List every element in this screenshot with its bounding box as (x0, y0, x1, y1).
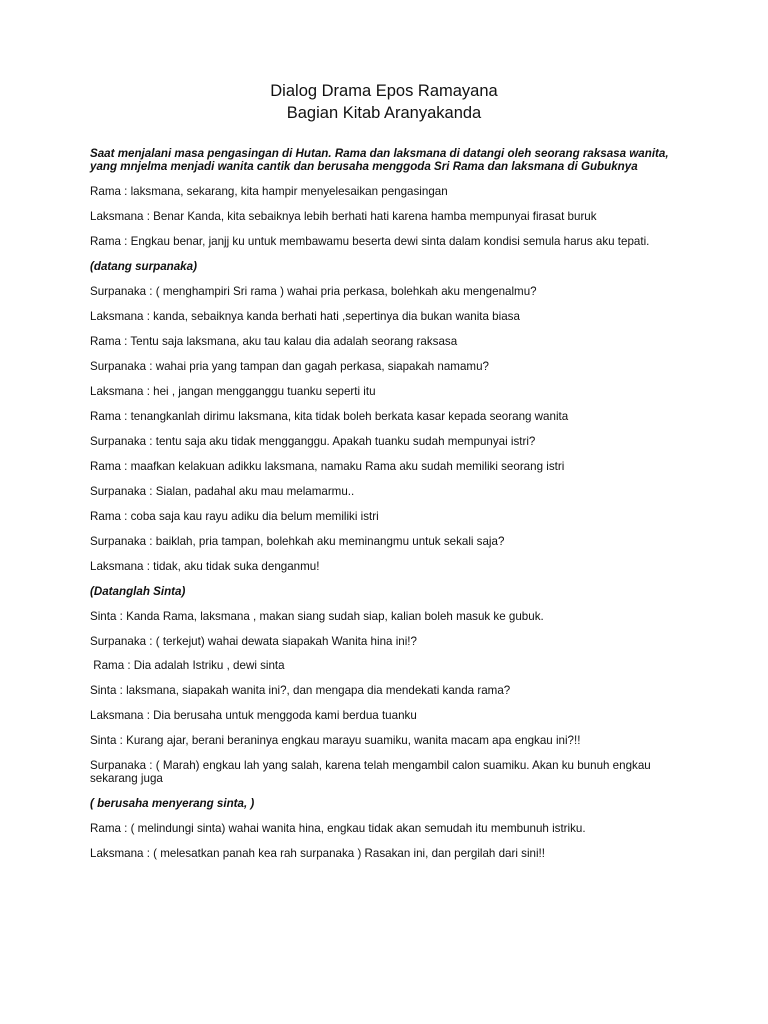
dialog-line: Rama : Tentu saja laksmana, aku tau kalau dia adalah seorang raksasa (90, 334, 458, 348)
dialog-line: Rama : Dia adalah Istriku , dewi sinta (90, 659, 285, 673)
dialog-line: Laksmana : Benar Kanda, kita sebaiknya lebih berhati hati karena hamba mempunyai firasat buruk (90, 209, 597, 223)
stage-direction: (datang surpanaka) (90, 259, 197, 273)
dialog-line: Sinta : Kanda Rama, laksmana , makan siang sudah siap, kalian boleh masuk ke gubuk. (90, 609, 544, 623)
dialog-line: Surpanaka : wahai pria yang tampan dan gagah perkasa, siapakah namamu? (90, 359, 489, 373)
dialog-body (90, 148, 680, 873)
document-title: Dialog Drama Epos Ramayana (270, 82, 498, 100)
dialog-line: Surpanaka : baiklah, pria tampan, bolehkah aku meminangmu untuk sekali saja? (90, 534, 505, 548)
dialog-line: Rama : tenangkanlah dirimu laksmana, kita tidak boleh berkata kasar kepada seorang wanita (90, 409, 569, 423)
dialog-line: Rama : Engkau benar, janjj ku untuk membawamu beserta dewi sinta dalam kondisi semula harus aku tepati. (90, 234, 650, 248)
dialog-line: Rama : coba saja kau rayu adiku dia belum memiliki istri (90, 509, 379, 523)
dialog-line: Surpanaka : tentu saja aku tidak mengganggu. Apakah tuanku sudah mempunyai istri? (90, 434, 536, 448)
stage-direction: (Datanglah Sinta) (90, 584, 186, 598)
dialog-line: Surpanaka : ( terkejut) wahai dewata siapakah Wanita hina ini!? (90, 634, 417, 648)
intro-paragraph: Saat menjalani masa pengasingan di Hutan. Rama dan laksmana di datangi oleh seorang raksasa wanita, yang mnjelma menjadi wanita cantik dan berusaha menggoda Sri Rama dan laksmana di Gubuknya (90, 147, 669, 173)
dialog-line: Sinta : laksmana, siapakah wanita ini?, dan mengapa dia mendekati kanda rama? (90, 684, 511, 698)
dialog-line: Sinta : Kurang ajar, berani beraninya engkau marayu suamiku, wanita macam apa engkau ini?!! (90, 734, 581, 748)
dialog-line: Laksmana : kanda, sebaiknya kanda berhati hati ,sepertinya dia bukan wanita biasa (90, 309, 520, 323)
dialog-line: Rama : ( melindungi sinta) wahai wanita hina, engkau tidak akan semudah itu membunuh istriku. (90, 822, 586, 836)
dialog-line: Surpanaka : ( menghampiri Sri rama ) wahai pria perkasa, bolehkah aku mengenalmu? (90, 284, 537, 298)
stage-direction: ( berusaha menyerang sinta, ) (90, 797, 255, 811)
dialog-line: Laksmana : tidak, aku tidak suka denganmu! (90, 559, 320, 573)
dialog-line: Rama : laksmana, sekarang, kita hampir menyelesaikan pengasingan (90, 184, 448, 198)
dialog-line: Laksmana : hei , jangan mengganggu tuanku seperti itu (90, 384, 376, 398)
document-subtitle: Bagian Kitab Aranyakanda (286, 104, 482, 122)
dialog-line: Rama : maafkan kelakuan adikku laksmana, namaku Rama aku sudah memiliki seorang istri (90, 459, 565, 473)
dialog-line: Surpanaka : ( Marah) engkau lah yang salah, karena telah mengambil calon suamiku. Akan ku bunuh engkau sekarang juga (90, 759, 651, 786)
dialog-line: Laksmana : ( melesatkan panah kea rah surpanaka ) Rasakan ini, dan pergilah dari sini!! (90, 847, 545, 861)
dialog-line: Surpanaka : Sialan, padahal aku mau melamarmu.. (90, 484, 355, 498)
dialog-line: Laksmana : Dia berusaha untuk menggoda kami berdua tuanku (90, 709, 417, 723)
